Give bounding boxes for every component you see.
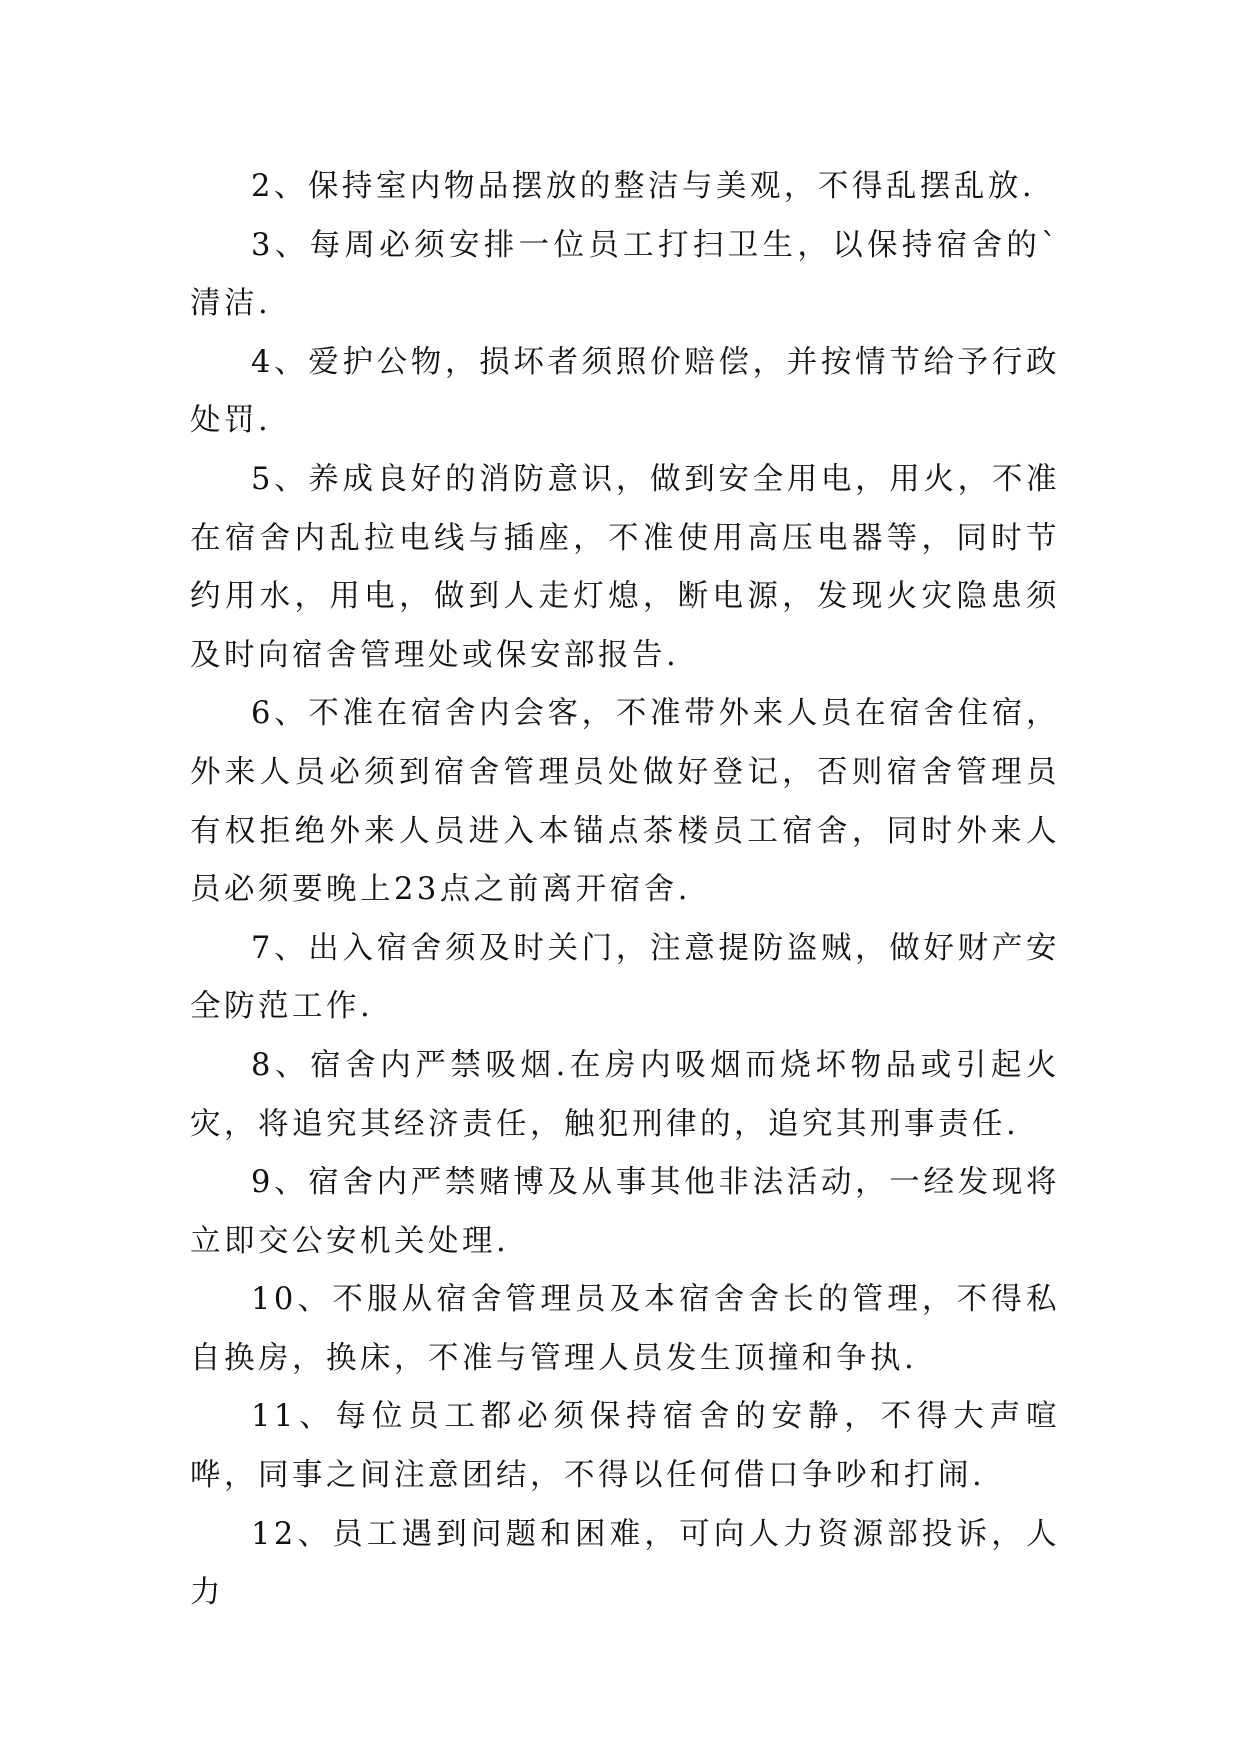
paragraph-rule-12: 12、员工遇到问题和困难，可向人力资源部投诉，人力	[190, 1516, 1060, 1611]
paragraph-rule-7: 7、出入宿舍须及时关门，注意提防盗贼，做好财产安全防范工作.	[190, 930, 1060, 1025]
paragraph-rule-5: 5、养成良好的消防意识，做到安全用电，用火，不准在宿舍内乱拉电线与插座，不准使用高压电器等，同时节约用水，用电，做到人走灯熄，断电源，发现火灾隐患须及时向宿舍管理处或保安部报告.	[190, 461, 1060, 673]
paragraph-rule-4: 4、爱护公物，损坏者须照价赔偿，并按情节给予行政处罚.	[190, 344, 1060, 439]
paragraph-rule-10: 10、不服从宿舍管理员及本宿舍舍长的管理，不得私自换房，换床，不准与管理人员发生顶撞和争执.	[190, 1282, 1060, 1376]
paragraph-rule-9: 9、宿舍内严禁赌博及从事其他非法活动，一经发现将立即交公安机关处理.	[190, 1165, 1060, 1259]
document-body	[190, 158, 1060, 1623]
paragraph-rule-11: 11、每位员工都必须保持宿舍的安静，不得大声喧哗，同事之间注意团结，不得以任何借口争吵和打闹.	[190, 1399, 1060, 1494]
paragraph-rule-3: 3、每周必须安排一位员工打扫卫生，以保持宿舍的`清洁.	[190, 227, 1060, 322]
paragraph-rule-8: 8、宿舍内严禁吸烟.在房内吸烟而烧坏物品或引起火灾，将追究其经济责任，触犯刑律的，追究其刑事责任.	[190, 1047, 1060, 1142]
paragraph-rule-6: 6、不准在宿舍内会客，不准带外来人员在宿舍住宿，外来人员必须到宿舍管理员处做好登记，否则宿舍管理员有权拒绝外来人员进入本锚点茶楼员工宿舍，同时外来人员必须要晚上23点之前离开宿舍.	[190, 696, 1060, 908]
paragraph-rule-2: 2、保持室内物品摆放的整洁与美观，不得乱摆乱放.	[251, 169, 1036, 204]
